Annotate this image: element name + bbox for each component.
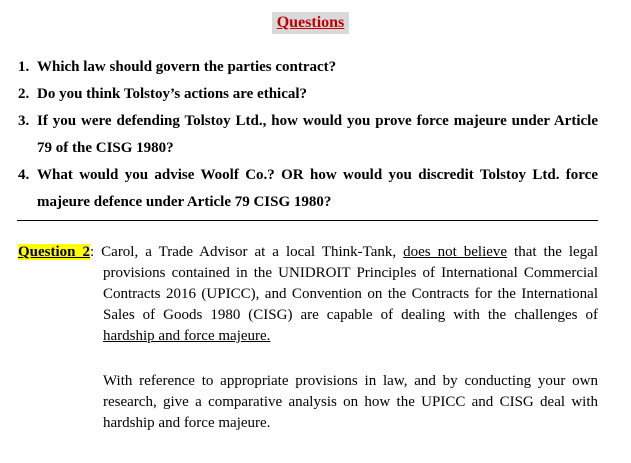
page-title: Questions <box>272 12 349 34</box>
item-text: Which law should govern the parties contract? <box>37 59 337 75</box>
list-item <box>18 81 598 108</box>
question-2-block <box>18 242 598 431</box>
horizontal-divider <box>17 220 598 221</box>
item-text: What would you advise Woolf Co.? OR how would you discredit Tolstoy Ltd. force majeure defence under Article 79 CISG 1980? <box>37 167 598 210</box>
question-2-instruction: With reference to appropriate provisions in law, and by conducting your own research, give a comparative analysis on how the UPICC and CISG deal with hardship and force majeure. <box>103 373 598 431</box>
question-2-paragraph <box>18 242 598 347</box>
label-colon: : <box>90 244 95 260</box>
list-item <box>18 108 598 162</box>
underlined-phrase: does not believe <box>403 244 508 260</box>
paragraph-text: Carol, a Trade Advisor at a local Think-Tank, <box>94 244 404 260</box>
item-text: Do you think Tolstoy’s actions are ethical? <box>37 86 308 102</box>
item-number: 4. <box>18 167 30 183</box>
item-text: If you were defending Tolstoy Ltd., how would you prove force majeure under Article 79 of the CISG 1980? <box>37 113 598 156</box>
underlined-phrase: hardship and force majeure. <box>103 328 271 344</box>
paragraph-text: that the legal provisions contained in the UNIDROIT Principles of International Commercial Contracts 2016 (UPICC), and Convention on the Contracts for the International Sales of Goods 1980 (CISG) are capable of dealing with the challenges of <box>103 244 598 323</box>
item-number: 3. <box>18 113 30 129</box>
item-number: 2. <box>18 86 30 102</box>
question-list <box>18 54 598 216</box>
item-number: 1. <box>18 59 30 75</box>
list-item <box>18 162 598 216</box>
question-2-label: Question 2 <box>18 244 90 260</box>
list-item <box>18 54 598 81</box>
